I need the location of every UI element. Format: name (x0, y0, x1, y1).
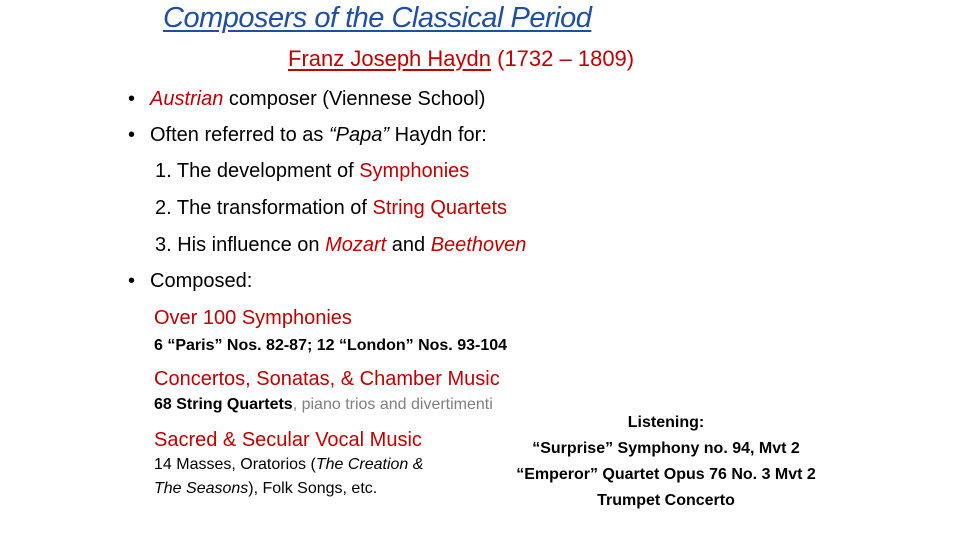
papa-pre: Often referred to as (150, 124, 329, 146)
papa-quote: “Papa” (328, 124, 390, 146)
listening-heading: Listening: (627, 414, 705, 431)
sacred-detail-italic-2: The Seasons (154, 480, 249, 497)
reason-1-text: 1. The development of (155, 160, 360, 182)
reason-1 (155, 160, 469, 183)
reason-3 (155, 234, 526, 257)
reason-3-mozart: Mozart (325, 234, 387, 256)
composer-dates: (1732 – 1809) (497, 46, 635, 71)
papa-post: Haydn for: (389, 124, 487, 146)
bullet-marker: • (128, 270, 136, 292)
bullet-nationality (128, 88, 485, 111)
reason-3-beethoven: Beethoven (430, 234, 527, 256)
sacred-detail-line-1 (154, 456, 423, 474)
reason-1-highlight: Symphonies (359, 160, 470, 182)
composer-name: Franz Joseph Haydn (288, 46, 491, 71)
listening-box (496, 410, 836, 514)
reason-2-highlight: String Quartets (372, 197, 508, 219)
nationality-rest: composer (Viennese School) (223, 88, 486, 110)
listening-item: Trumpet Concerto (597, 492, 735, 509)
sacred-detail-line-2 (154, 480, 377, 498)
reason-3-text: 3. His influence on (155, 234, 326, 256)
composer-heading (288, 46, 634, 72)
concertos-detail-rest: , piano trios and divertimenti (292, 396, 493, 413)
reason-3-and: and (386, 234, 431, 256)
page-title: Composers of the Classical Period (163, 2, 592, 34)
bullet-composed (128, 270, 252, 293)
reason-2 (155, 197, 507, 220)
symphonies-heading: Over 100 Symphonies (154, 307, 352, 329)
listening-item: “Surprise” Symphony no. 94, Mvt 2 (532, 440, 800, 457)
sacred-detail-post: ), Folk Songs, etc. (248, 480, 378, 497)
concertos-heading: Concertos, Sonatas, & Chamber Music (154, 368, 500, 390)
reason-2-text: 2. The transformation of (155, 197, 373, 219)
concertos-detail (154, 396, 493, 414)
composed-label: Composed: (150, 270, 253, 292)
sacred-detail-pre: 14 Masses, Oratorios ( (154, 456, 316, 473)
string-quartets-count: 68 String Quartets (154, 396, 293, 413)
bullet-papa (128, 124, 487, 147)
nationality: Austrian (150, 88, 224, 110)
listening-item: “Emperor” Quartet Opus 76 No. 3 Mvt 2 (516, 466, 816, 483)
bullet-marker: • (128, 124, 136, 146)
symphonies-detail: 6 “Paris” Nos. 82-87; 12 “London” Nos. 93-104 (154, 337, 508, 354)
sacred-detail-italic: The Creation & (315, 456, 424, 473)
bullet-marker: • (128, 88, 136, 110)
sacred-heading: Sacred & Secular Vocal Music (154, 429, 422, 451)
